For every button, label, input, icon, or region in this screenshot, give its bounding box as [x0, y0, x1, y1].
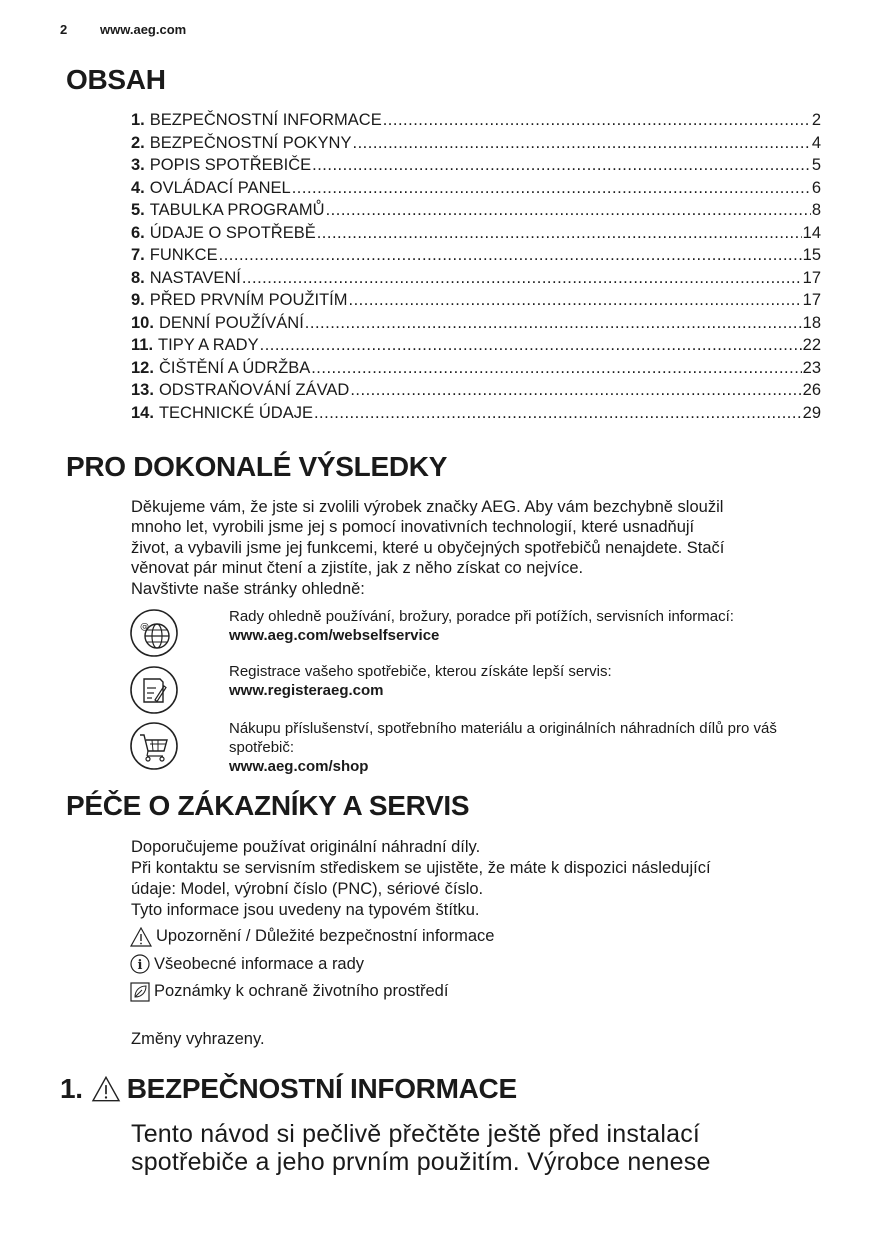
toc-dot-leader	[314, 404, 802, 423]
toc-item-page: 5	[811, 156, 821, 174]
toc-item[interactable]	[131, 246, 821, 269]
toc-item-page: 17	[802, 268, 821, 287]
note-text: Všeobecné informace a rady	[154, 954, 365, 973]
toc-item-label: FUNKCE	[149, 246, 218, 264]
toc-item-number: 8.	[131, 268, 145, 287]
toc-dot-leader	[260, 336, 802, 355]
svg-text:@: @	[140, 622, 149, 632]
toc-item[interactable]	[131, 269, 821, 292]
intro-line: mnoho let, vyrobili jsme jej s pomocí inovativních technologií, které usnadňují	[131, 518, 695, 537]
info-icon	[130, 954, 150, 974]
section-title: BEZPEČNOSTNÍ INFORMACE	[126, 1073, 517, 1104]
toc-item-page: 8	[811, 201, 821, 219]
toc-item-number: 4.	[131, 178, 145, 197]
toc-dot-leader	[383, 111, 811, 130]
intro-line: život, a vybavili jsme jej funkcemi, které u obyčejných spotřebičů nenajdete. Stačí	[131, 538, 725, 557]
note-text: Upozornění / Důležité bezpečnostní informace	[156, 927, 495, 946]
register-link[interactable]: www.registeraeg.com	[229, 682, 384, 699]
section-1-text	[131, 1120, 711, 1176]
toc-dot-leader	[311, 359, 801, 378]
toc-item-label: PŘED PRVNÍM POUŽITÍM	[149, 291, 348, 309]
toc-item[interactable]	[131, 179, 821, 202]
toc-item-label: NASTAVENÍ	[149, 268, 241, 287]
toc-item-label: BEZPEČNOSTNÍ POKYNY	[149, 133, 352, 152]
globe-icon	[130, 609, 178, 657]
toc-dot-leader	[317, 224, 802, 243]
toc-item-label: OVLÁDACÍ PANEL	[149, 178, 291, 197]
toc-item-number: 13.	[131, 381, 154, 399]
toc-item[interactable]	[131, 156, 821, 179]
table-of-contents	[131, 111, 821, 426]
toc-item-label: TIPY A RADY	[158, 336, 259, 354]
toc-item-page: 18	[802, 313, 821, 332]
toc-item-number: 7.	[131, 246, 145, 264]
care-line: Při kontaktu se servisním střediskem se ujistěte, že máte k dispozici následující	[131, 859, 711, 877]
note-item	[130, 978, 494, 1006]
care-line: údaje: Model, výrobní číslo (PNC), sériové číslo.	[131, 880, 484, 898]
note-text: Poznámky k ochraně životního prostředí	[154, 982, 449, 1001]
svg-text:i: i	[137, 958, 143, 974]
toc-item-page: 6	[811, 178, 821, 197]
toc-item[interactable]	[131, 314, 821, 337]
toc-item-page: 2	[811, 111, 821, 129]
toc-dot-leader	[242, 269, 802, 288]
toc-dot-leader	[292, 179, 811, 198]
section-line: Tento návod si pečlivě přečtěte ještě před instalací	[131, 1120, 701, 1148]
toc-item[interactable]	[131, 111, 821, 134]
toc-item-label: POPIS SPOTŘEBIČE	[149, 156, 312, 174]
results-title: PRO DOKONALÉ VÝSLEDKY	[66, 451, 448, 482]
toc-item-number: 3.	[131, 156, 145, 174]
care-text	[131, 837, 821, 921]
section-1-title	[60, 1073, 517, 1105]
toc-item[interactable]	[131, 336, 821, 359]
toc-item-page: 29	[802, 403, 821, 422]
register-icon	[130, 666, 178, 714]
warning-icon	[130, 927, 152, 947]
toc-item[interactable]	[131, 224, 821, 247]
toc-title: OBSAH	[66, 64, 166, 95]
toc-item-number: 9.	[131, 291, 145, 309]
toc-item-number: 14.	[131, 403, 154, 422]
service-text: Registrace vašeho spotřebiče, kterou získáte lepší servis:	[229, 663, 612, 680]
toc-item-page: 17	[802, 291, 821, 309]
care-line: Doporučujeme používat originální náhradní díly.	[131, 838, 481, 856]
toc-dot-leader	[312, 156, 811, 175]
toc-item-page: 4	[811, 133, 821, 152]
toc-item[interactable]	[131, 359, 821, 382]
intro-line: Navštivte naše stránky ohledně:	[131, 579, 365, 598]
symbol-legend	[130, 923, 494, 1006]
toc-item-page: 14	[802, 223, 821, 242]
intro-line: Děkujeme vám, že jste si zvolili výrobek značky AEG. Aby vám bezchybně sloužil	[131, 498, 724, 516]
toc-item-label: ODSTRAŇOVÁNÍ ZÁVAD	[158, 381, 350, 399]
toc-dot-leader	[305, 314, 802, 333]
toc-item-label: ÚDAJE O SPOTŘEBĚ	[149, 223, 316, 242]
toc-item-label: TABULKA PROGRAMŮ	[149, 201, 325, 219]
warning-icon	[91, 1076, 121, 1102]
results-intro	[131, 497, 821, 599]
toc-item-number: 5.	[131, 201, 145, 219]
page-number: 2	[60, 22, 68, 37]
toc-dot-leader	[348, 291, 801, 310]
toc-dot-leader	[219, 246, 802, 265]
care-title: PÉČE O ZÁKAZNÍKY A SERVIS	[66, 790, 470, 821]
toc-item-label: ČIŠTĚNÍ A ÚDRŽBA	[158, 358, 311, 377]
service-text: Rady ohledně používání, brožury, poradce při potížích, servisních informací:	[229, 608, 734, 625]
site-url: www.aeg.com	[100, 22, 187, 37]
service-text: Nákupu příslušenství, spotřebního materiálu a originálních náhradních dílů pro váš spotřebič:	[229, 720, 777, 756]
toc-item-number: 6.	[131, 223, 145, 242]
toc-item-page: 22	[802, 336, 821, 354]
toc-item-number: 10.	[131, 313, 154, 332]
toc-dot-leader	[352, 134, 810, 153]
section-line: spotřebiče a jeho prvním použitím. Výrobce nenese	[131, 1148, 711, 1176]
toc-item-label: TECHNICKÉ ÚDAJE	[158, 403, 313, 422]
toc-item[interactable]	[131, 134, 821, 157]
toc-item-label: DENNÍ POUŽÍVÁNÍ	[158, 313, 304, 332]
toc-item-page: 15	[802, 246, 821, 264]
note-item	[130, 951, 494, 979]
cart-icon	[130, 722, 178, 770]
toc-item-number: 1.	[131, 111, 145, 129]
toc-item[interactable]	[131, 291, 821, 314]
toc-item-number: 2.	[131, 133, 145, 152]
note-item	[130, 923, 494, 951]
toc-item-page: 26	[802, 381, 821, 399]
webselfservice-link[interactable]: www.aeg.com/webselfservice	[229, 627, 440, 644]
disclaimer: Změny vyhrazeny.	[131, 1030, 265, 1048]
toc-item-number: 12.	[131, 358, 154, 377]
toc-item-label: BEZPEČNOSTNÍ INFORMACE	[149, 111, 382, 129]
toc-item[interactable]	[131, 404, 821, 427]
toc-item-number: 11.	[131, 336, 154, 354]
toc-item[interactable]	[131, 201, 821, 224]
toc-item[interactable]	[131, 381, 821, 404]
care-line: Tyto informace jsou uvedeny na typovém štítku.	[131, 901, 480, 919]
toc-dot-leader	[326, 201, 811, 220]
leaf-icon	[130, 982, 150, 1002]
intro-line: věnovat pár minut čtení a zjistíte, jak z něho získat co nejvíce.	[131, 559, 584, 578]
toc-item-page: 23	[802, 358, 821, 377]
toc-dot-leader	[350, 381, 801, 400]
shop-link[interactable]: www.aeg.com/shop	[229, 758, 369, 775]
section-number: 1.	[60, 1073, 83, 1104]
